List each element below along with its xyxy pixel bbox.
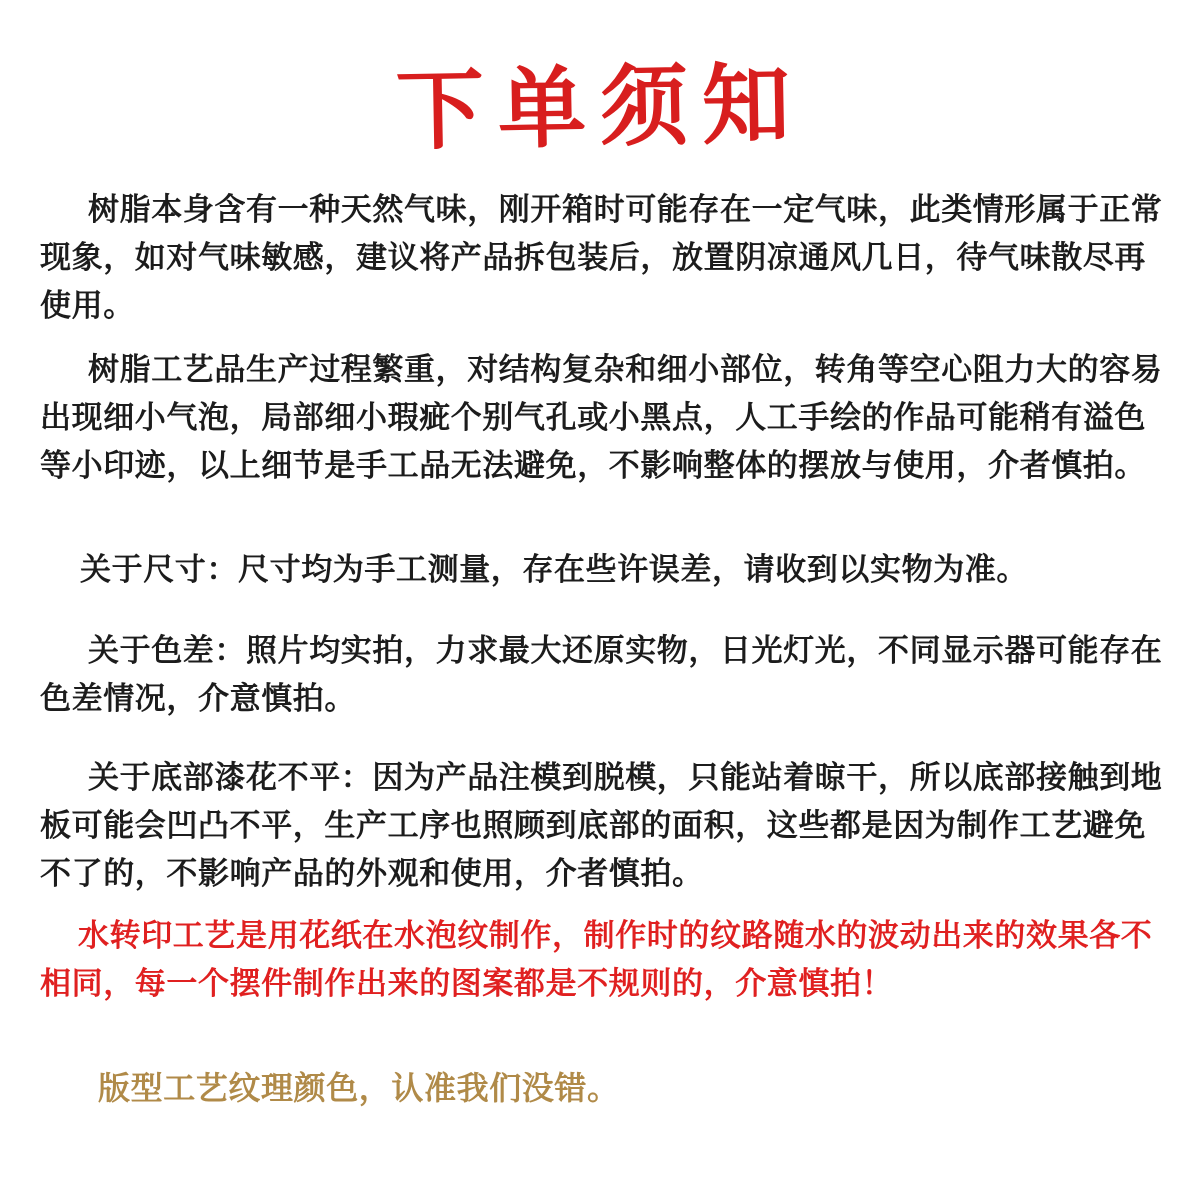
paragraph-craft-defects: 树脂工艺品生产过程繁重，对结构复杂和细小部位，转角等空心阻力大的容易出现细小气泡，局部细小瑕疵个别气孔或小黑点，人工手绘的作品可能稍有溢色等小印迹，以上细节是手工品无法避免，不影响整体的摆放与使用，介者慎拍。 [40, 352, 1163, 484]
paragraph-size: 关于尺寸：尺寸均为手工测量，存在些许误差，请收到以实物为准。 [80, 552, 1028, 588]
paragraph-odor: 树脂本身含有一种天然气味，刚开箱时可能存在一定气味，此类情形属于正常现象，如对气味敏感，建议将产品拆包装后，放置阴凉通风几日，待气味散尽再使用。 [40, 192, 1163, 324]
footer-slogan: 版型工艺纹理颜色，认准我们没错。 [98, 1069, 620, 1107]
paragraph-bottom-uneven: 关于底部漆花不平：因为产品注模到脱模，只能站着晾干，所以底部接触到地板可能会凹凸不平，生产工序也照顾到底部的面积，这些都是因为制作工艺避免不了的，不影响产品的外观和使用，介者慎拍。 [40, 760, 1163, 892]
warning-paragraph: 水转印工艺是用花纸在水泡纹制作，制作时的纹路随水的波动出来的效果各不相同，每一个摆件制作出来的图案都是不规则的，介意慎拍！ [40, 918, 1153, 1002]
paragraph-color-difference: 关于色差：照片均实拍，力求最大还原实物，日光灯光，不同显示器可能存在色差情况，介意慎拍。 [40, 633, 1163, 717]
page-title: 下单须知 [395, 51, 805, 163]
